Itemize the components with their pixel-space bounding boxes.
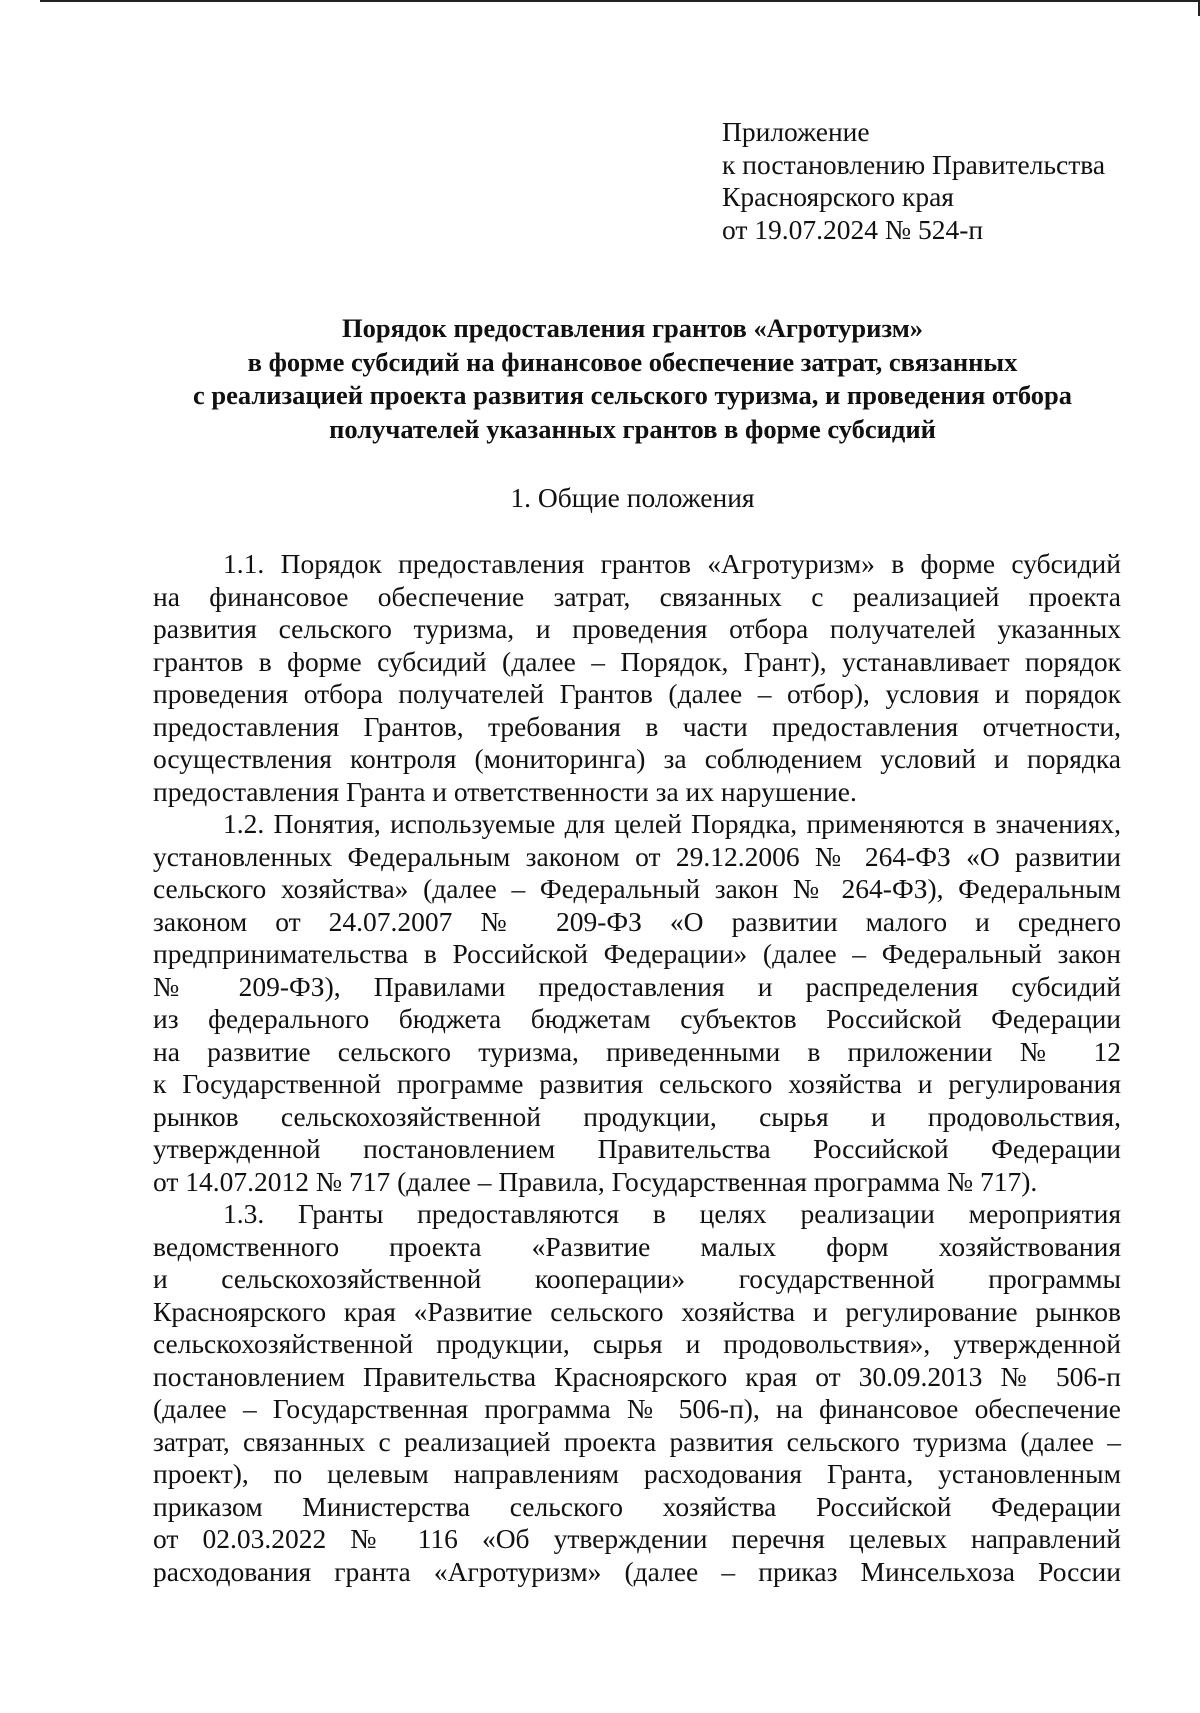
paragraph-1-2-line: установленных Федеральным законом от 29.12.2006 № 264-ФЗ «О развитии [153, 840, 1121, 872]
paragraph-1-2-line: № 209-ФЗ), Правилами предоставления и распределения субсидий [153, 970, 1121, 1002]
paragraph-1-3-line: постановлением Правительства Красноярского края от 30.09.2013 № 506-п [153, 1360, 1121, 1392]
body-text [153, 548, 1121, 1588]
appendix-line: Красноярского края [722, 181, 954, 212]
paragraph-1-3-line: расходования гранта «Агротуризм» (далее – приказ Минсельхоза России [153, 1555, 1121, 1587]
paragraph-1-1-line: грантов в форме субсидий (далее – Порядок, Грант), устанавливает порядок [153, 645, 1121, 677]
title-line: в форме субсидий на финансовое обеспечение затрат, связанных [247, 346, 1018, 377]
paragraph-1-2-line: законом от 24.07.2007 № 209-ФЗ «О развитии малого и среднего [153, 905, 1121, 937]
paragraph-1-3-line: затрат, связанных с реализацией проекта развития сельского туризма (далее – [153, 1425, 1121, 1457]
paragraph-1-3-line: от 02.03.2022 № 116 «Об утверждении перечня целевых направлений [153, 1523, 1121, 1554]
paragraph-1-3-line: приказом Министерства сельского хозяйства Российской Федерации [153, 1490, 1121, 1522]
paragraph-1-2-line: из федерального бюджета бюджетам субъектов Российской Федерации [153, 1003, 1121, 1034]
title-line: Порядок предоставления грантов «Агротуризм» [341, 313, 924, 343]
paragraph-1-2-line: от 14.07.2012 № 717 (далее – Правила, Государственная программа № 717). [153, 1165, 1038, 1197]
paragraph-1-1-line: проведения отбора получателей Грантов (далее – отбор), условия и порядок [153, 678, 1121, 709]
paragraph-1-3-line: и сельскохозяйственной кооперации» государственной программы [153, 1263, 1121, 1294]
paragraph-1-3-line: проект), по целевым направлениям расходования Гранта, установленным [153, 1458, 1121, 1489]
appendix-line: к постановлению Правительства [722, 148, 1106, 180]
paragraph-1-1-line: предоставления Гранта и ответственности за их нарушение. [153, 775, 857, 807]
paragraph-1-3-line: Красноярского края «Развитие сельского хозяйства и регулирование рынков [153, 1295, 1121, 1327]
paragraph-1-2-line: предпринимательства в Российской Федерации» (далее – Федеральный закон [153, 938, 1121, 969]
paragraph-1-2-line: на развитие сельского туризма, приведенными в приложении № 12 [153, 1035, 1121, 1067]
paragraph-1-2-line: к Государственной программе развития сельского хозяйства и регулирования [153, 1068, 1121, 1099]
appendix-line: от 19.07.2024 № 524-п [722, 213, 984, 245]
paragraph-1-1-line: развития сельского туризма, и проведения отбора получателей указанных [153, 613, 1121, 644]
paragraph-1-3-line: ведомственного проекта «Развитие малых форм хозяйствования [153, 1230, 1121, 1262]
paragraph-1-2-line: 1.2. Понятия, используемые для целей Порядка, применяются в значениях, [223, 808, 1121, 839]
section-heading: 1. Общие положения [510, 482, 755, 513]
paragraph-1-2-line: утвержденной постановлением Правительства Российской Федерации [153, 1133, 1121, 1164]
paragraph-1-2-line: сельского хозяйства» (далее – Федеральный закон № 264-ФЗ), Федеральным [153, 873, 1121, 904]
title-line: с реализацией проекта развития сельского туризма, и проведения отбора [193, 380, 1072, 410]
appendix-line: Приложение [722, 116, 870, 147]
title-line: получателей указанных грантов в форме субсидий [329, 413, 936, 444]
appendix-block [722, 116, 1162, 246]
paragraph-1-3-line: 1.3. Гранты предоставляются в целях реализации мероприятия [223, 1198, 1121, 1229]
paragraph-1-2-line: рынков сельскохозяйственной продукции, сырья и продовольствия, [153, 1100, 1121, 1132]
paragraph-1-1-line: 1.1. Порядок предоставления грантов «Агротуризм» в форме субсидий [223, 548, 1121, 579]
document-title [140, 312, 1125, 446]
paragraph-1-1-line: предоставления Грантов, требования в части предоставления отчетности, [153, 710, 1121, 742]
paragraph-1-3-line: сельскохозяйственной продукции, сырья и продовольствия», утвержденной [153, 1328, 1121, 1359]
paragraph-1-3-line: (далее – Государственная программа № 506-п), на финансовое обеспечение [153, 1393, 1121, 1424]
paragraph-1-1-line: осуществления контроля (мониторинга) за соблюдением условий и порядка [153, 743, 1121, 774]
paragraph-1-1-line: на финансовое обеспечение затрат, связанных с реализацией проекта [153, 580, 1121, 612]
scan-border-top [40, 0, 1200, 2]
